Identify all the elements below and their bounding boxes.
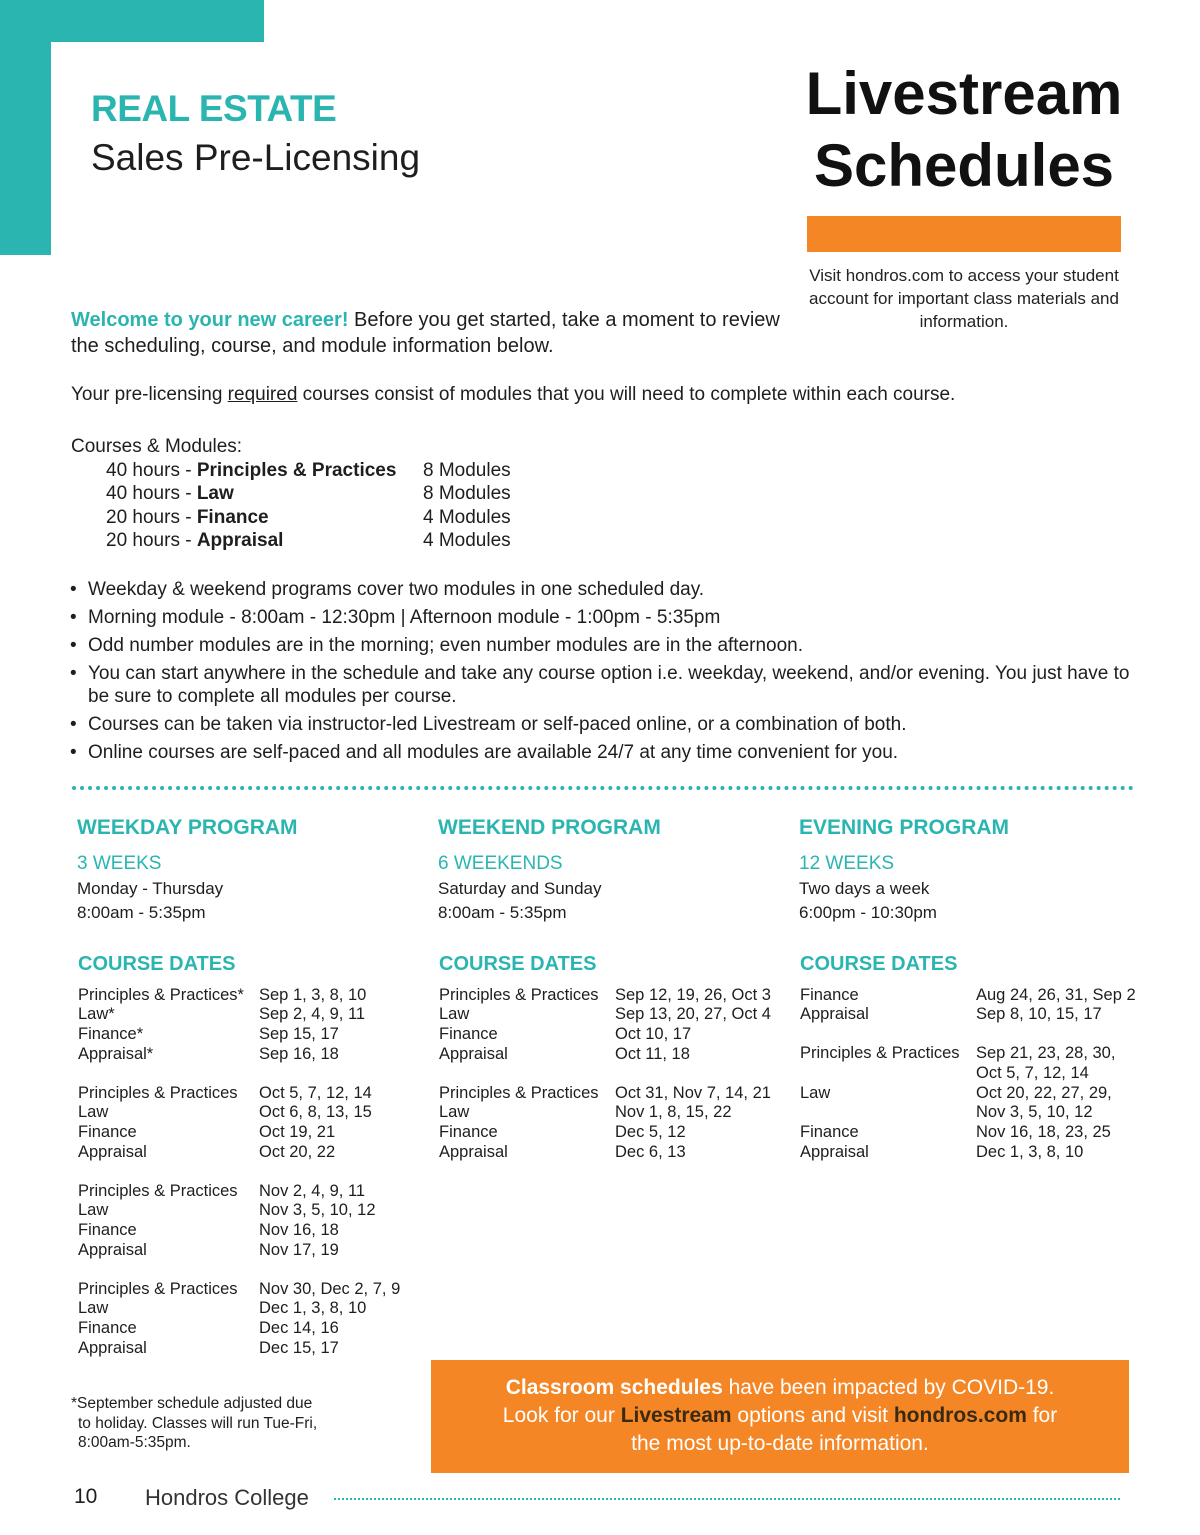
schedule-dates: Nov 3, 5, 10, 12 <box>259 1201 376 1219</box>
course-hours: 20 hours - <box>106 507 197 528</box>
corner-accent-left <box>0 0 51 255</box>
required-word: required <box>227 384 298 405</box>
schedule-dates: Oct 31, Nov 7, 14, 21 <box>615 1084 771 1102</box>
weekend-course-dates-title: COURSE DATES <box>439 953 597 975</box>
required-post: courses consist of modules that you will need to complete within each course. <box>297 384 956 405</box>
schedule-course: Principles & Practices <box>439 986 599 1004</box>
schedule-dates: Nov 16, 18, 23, 25 <box>976 1123 1111 1141</box>
schedule-course: Appraisal <box>78 1339 147 1357</box>
course-name: Law <box>196 483 234 504</box>
schedule-course: Finance <box>439 1025 498 1043</box>
page-title-line1: Livestream <box>805 60 1123 127</box>
schedule-course: Appraisal <box>800 1005 869 1023</box>
schedule-course: Principles & Practices <box>800 1044 960 1062</box>
welcome-paragraph <box>71 307 791 359</box>
schedule-dates: Nov 17, 19 <box>259 1241 339 1259</box>
schedule-course: Appraisal <box>78 1241 147 1259</box>
footer-dotted-rule <box>334 1498 1120 1500</box>
schedule-course: Law <box>800 1084 831 1102</box>
schedule-dates: Sep 15, 17 <box>259 1025 339 1043</box>
schedule-course: Appraisal <box>800 1143 869 1161</box>
welcome-text: Before you get started, take a moment to review the scheduling, course, and module information below. <box>71 309 780 357</box>
schedule-course: Law <box>439 1005 470 1023</box>
category-subtitle: Sales Pre-Licensing <box>91 137 421 178</box>
schedule-course: Principles & Practices* <box>78 986 244 1004</box>
schedule-dates: Dec 5, 12 <box>615 1123 686 1141</box>
schedule-course: Principles & Practices <box>78 1280 238 1298</box>
evening-program-title: EVENING PROGRAM <box>799 816 1010 839</box>
schedule-course: Law <box>78 1201 109 1219</box>
schedule-dates: Nov 16, 18 <box>259 1221 339 1239</box>
weekend-program-title: WEEKEND PROGRAM <box>438 816 661 839</box>
course-name: Principles & Practices <box>196 460 397 481</box>
bullet-item: • Courses can be taken via instructor-led Livestream or self-paced online, or a combination of both. <box>70 713 1130 736</box>
bullet-item: • You can start anywhere in the schedule and take any course option i.e. weekday, weekend, and/or evening. You just have to be sure to complete all modules per course. <box>70 662 1130 708</box>
covid-text: for <box>1026 1404 1058 1427</box>
course-item <box>106 460 396 482</box>
bullet-item: • Morning module - 8:00am - 12:30pm | Afternoon module - 1:00pm - 5:35pm <box>70 606 1130 629</box>
course-modules: 4 Modules <box>423 530 511 551</box>
covid-line-3: the most up-to-date information. <box>631 1432 929 1455</box>
evening-course-dates-title: COURSE DATES <box>800 953 958 975</box>
schedule-dates: Dec 1, 3, 8, 10 <box>976 1143 1084 1161</box>
schedule-course: Finance <box>78 1319 137 1337</box>
schedule-dates: Oct 6, 8, 13, 15 <box>259 1103 372 1121</box>
covid-line-2 <box>431 1402 1129 1430</box>
weekday-program-time: 8:00am - 5:35pm <box>77 903 206 922</box>
footnote-line: to holiday. Classes will run Tue-Fri, <box>78 1414 318 1432</box>
schedule-dates: Sep 1, 3, 8, 10 <box>259 986 367 1004</box>
schedule-dates: Dec 14, 16 <box>259 1319 339 1337</box>
schedule-course: Appraisal <box>78 1143 147 1161</box>
bullet-item: • Weekday & weekend programs cover two modules in one scheduled day. <box>70 578 1130 601</box>
course-name: Finance <box>196 507 269 528</box>
september-footnote <box>71 1394 317 1453</box>
required-pre: Your pre-licensing <box>71 384 228 405</box>
visit-note: Visit hondros.com to access your student account for important class materials and information. <box>809 266 1119 331</box>
schedule-dates: Sep 21, 23, 28, 30, <box>976 1044 1116 1062</box>
course-item <box>106 483 234 505</box>
bullet-item: • Odd number modules are in the morning; even number modules are in the afternoon. <box>70 634 1130 657</box>
weekday-course-dates-title: COURSE DATES <box>78 953 236 975</box>
weekday-program-days: Monday - Thursday <box>77 879 224 898</box>
schedule-dates: Sep 16, 18 <box>259 1045 339 1063</box>
schedule-dates: Dec 6, 13 <box>615 1143 686 1161</box>
covid-notice-banner <box>431 1360 1129 1473</box>
schedule-dates: Oct 10, 17 <box>615 1025 692 1043</box>
schedule-course: Principles & Practices <box>439 1084 599 1102</box>
schedule-course: Appraisal* <box>78 1045 154 1063</box>
covid-text: have been impacted by COVID-19. <box>722 1376 1055 1399</box>
schedule-course: Finance* <box>78 1025 144 1043</box>
orange-accent-bar <box>807 216 1121 252</box>
course-modules: 4 Modules <box>423 507 511 528</box>
schedule-dates: Oct 19, 21 <box>259 1123 336 1141</box>
course-hours: 20 hours - <box>106 530 197 551</box>
schedule-dates: Nov 2, 4, 9, 11 <box>259 1182 366 1200</box>
schedule-dates: Dec 1, 3, 8, 10 <box>259 1299 367 1317</box>
schedule-dates: Oct 20, 22 <box>259 1143 336 1161</box>
course-hours: 40 hours - <box>106 460 197 481</box>
covid-text: options and visit <box>731 1404 894 1427</box>
welcome-lead: Welcome to your new career! <box>71 309 349 331</box>
schedule-dates: Dec 15, 17 <box>259 1339 339 1357</box>
schedule-course: Finance <box>78 1123 137 1141</box>
course-item <box>106 507 269 529</box>
covid-line-1 <box>431 1374 1129 1402</box>
dotted-divider <box>72 786 1134 790</box>
schedule-course: Principles & Practices <box>78 1182 238 1200</box>
course-hours: 40 hours - <box>106 483 197 504</box>
weekend-program-time: 8:00am - 5:35pm <box>438 903 567 922</box>
course-modules: 8 Modules <box>423 460 511 481</box>
weekday-program-title: WEEKDAY PROGRAM <box>77 816 298 839</box>
required-paragraph <box>71 384 955 406</box>
hondros-link[interactable]: hondros.com <box>893 1404 1027 1427</box>
schedule-course: Law* <box>78 1005 115 1023</box>
schedule-dates: Sep 13, 20, 27, Oct 4 <box>615 1005 771 1023</box>
schedule-course: Law <box>78 1299 109 1317</box>
covid-text: Look for our <box>502 1404 621 1427</box>
schedule-course: Finance <box>800 1123 859 1141</box>
schedule-dates: Nov 3, 5, 10, 12 <box>976 1103 1093 1121</box>
schedule-course: Law <box>78 1103 109 1121</box>
schedule-dates: Oct 20, 22, 27, 29, <box>976 1084 1112 1102</box>
courses-heading: Courses & Modules: <box>71 436 243 457</box>
course-modules: 8 Modules <box>423 483 511 504</box>
schedule-course: Law <box>439 1103 470 1121</box>
schedule-course: Appraisal <box>439 1143 508 1161</box>
page-title <box>790 58 1138 202</box>
schedule-course: Finance <box>439 1123 498 1141</box>
schedule-dates: Oct 11, 18 <box>615 1045 690 1063</box>
course-item <box>106 530 283 552</box>
livestream-highlight: Livestream <box>620 1404 732 1427</box>
footer-college-name: Hondros College <box>145 1485 309 1510</box>
course-name: Appraisal <box>196 530 284 551</box>
footnote-line: 8:00am-5:35pm. <box>78 1434 191 1451</box>
schedule-course: Principles & Practices <box>78 1084 238 1102</box>
page-title-line2: Schedules <box>813 132 1115 199</box>
evening-program-days: Two days a week <box>799 879 930 898</box>
schedule-dates: Aug 24, 26, 31, Sep 2 <box>976 986 1136 1004</box>
info-bullet-list <box>70 578 1130 769</box>
covid-bold: Classroom schedules <box>505 1376 723 1399</box>
evening-program-weeks: 12 WEEKS <box>799 853 895 874</box>
category-heading: REAL ESTATE <box>91 88 337 129</box>
weekend-program-weeks: 6 WEEKENDS <box>438 853 563 874</box>
page-number: 10 <box>74 1485 98 1508</box>
schedule-dates: Oct 5, 7, 12, 14 <box>259 1084 372 1102</box>
schedule-course: Appraisal <box>439 1045 508 1063</box>
schedule-dates: Nov 30, Dec 2, 7, 9 <box>259 1280 401 1298</box>
schedule-dates: Sep 8, 10, 15, 17 <box>976 1005 1102 1023</box>
schedule-course: Finance <box>800 986 859 1004</box>
evening-program-time: 6:00pm - 10:30pm <box>799 903 937 922</box>
weekday-program-weeks: 3 WEEKS <box>77 853 162 874</box>
schedule-course: Finance <box>78 1221 137 1239</box>
weekend-program-days: Saturday and Sunday <box>438 879 602 898</box>
bullet-item: • Online courses are self-paced and all modules are available 24/7 at any time convenient for you. <box>70 741 1130 764</box>
schedule-dates: Sep 2, 4, 9, 11 <box>259 1005 366 1023</box>
footnote-line: *September schedule adjusted due <box>71 1395 313 1412</box>
schedule-dates: Nov 1, 8, 15, 22 <box>615 1103 732 1121</box>
schedule-dates: Oct 5, 7, 12, 14 <box>976 1064 1089 1082</box>
schedule-dates: Sep 12, 19, 26, Oct 3 <box>615 986 771 1004</box>
